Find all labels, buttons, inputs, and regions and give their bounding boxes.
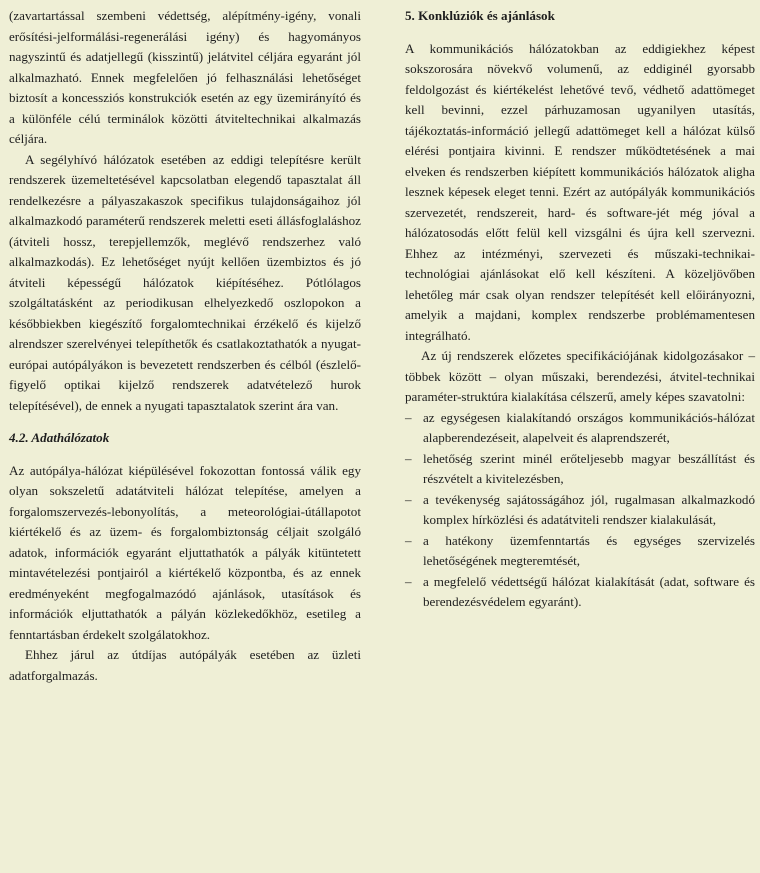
bullet-dash: – (405, 409, 412, 425)
list-item (405, 572, 755, 613)
left-column (9, 6, 361, 686)
bullet-dash: – (405, 491, 412, 507)
left-paragraph-3: Az autópálya-hálózat kiépülésével fokozottan fontossá válik egy olyan sokszeletű adatátviteli hálózat telepítése, amelyen a forgalomszervezés-lebonyolítás, a meteorológiai-útállapotot kiértékelő és az üzem- és forgalombiztonság céljait szolgáló adatok, információk egyaránt eljuttathatók a pályák kitüntetett mintavételezési pontjairól a kiértékelő központba, és az ennek eredményeként megfogalmazódó ajánlások, utasítások és információk eljuttathatók a pályán közlekedőkhöz, esetileg a fenntartásban érdekelt szolgálatokhoz. (9, 462, 361, 642)
bullet-dash: – (405, 532, 412, 548)
right-column (405, 6, 755, 613)
list-item-text: a megfelelő védettségű hálózat kialakítását (adat, software és berendezésvédelem egyaránt). (423, 573, 755, 609)
list-item (405, 408, 755, 449)
list-item-text: az egységesen kialakítandó országos kommunikációs-hálózat alapberendezéseit, alapelveit és alaprendszerét, (423, 409, 755, 445)
list-item-text: a tevékenység sajátosságához jól, rugalmasan alkalmazkodó komplex hírközlési és adatátviteli rendszer kialakulását, (423, 491, 755, 527)
list-item (405, 531, 755, 572)
list-item-text: a hatékony üzemfenntartás és egységes szervizelés lehetőségének megteremtését, (423, 532, 755, 568)
list-item-text: lehetőség szerint minél erőteljesebb magyar beszállítást és részvételt a kivitelezésben, (423, 450, 755, 486)
left-paragraph-4: Ehhez járul az útdíjas autópályák esetében az üzleti adatforgalmazás. (9, 647, 361, 683)
right-paragraph-1: A kommunikációs hálózatokban az eddigiekhez képest sokszorosára növekvő volumenű, az eddiginél gyorsabb feldolgozást és kiértékelést lehetővé tevő, védhető adattömeget kell bevinni, ezzel párhuzamosan ugyanilyen utasítás, tájékoztatás-információ jellegű adattömeget kell a hálózat külső elérési pontjaira kivinni. E rendszer működtetésének a mai elveken és rendszerben kiépített kommunikációs hálózatok aligha lesznek képesek eleget tenni. Ezért az autópályák kommunikációs szervezetét, rendszereit, hard- és software-jét még jóval a hálózatosodás előtt felül kell vizsgálni és újra kell szervezni. Ehhez az intézményi, szervezeti és műszaki-technikai-technológiai ajánlásokat elő kell készíteni. A közeljövőben lehetőleg már csak olyan rendszer telepítését kell előirányozni, amelyik a majdani, komplex rendszerbe problémamentesen integrálható. (405, 40, 755, 343)
recommendation-list (405, 408, 755, 613)
bullet-dash: – (405, 573, 412, 589)
bullet-dash: – (405, 450, 412, 466)
left-paragraph-2: A segélyhívó hálózatok esetében az eddigi telepítésre került rendszerek üzemeltetésével kapcsolatban elegendő tapasztalat áll rendelkezésre a pályaszakaszok specifikus tulajdonságaihoz jól alkalmazkodó paraméterű rendszerek meletti eseti állásfoglaláshoz (átviteli hossz, terepjellemzők, meglévő rendszerhez való alkalmazkodás). Ez lehetőséget nyújt kellően üzembiztos és jó átviteli képességű hálózatok kiépítéséhez. Pótlólagos szolgáltatásként az periodikusan elhelyezkedő oszlopokon a későbbiekben kiegészítő forgalomtechnikai érzékelő és kijelző alrendszer szerelvényei telepíthetők és csatlakoztathatók a nyugat-európai autópályákon is bevezetett rendszerben és célból (észlelő-figyelő optikai kijelző rendszerek adatvételező hurok telepítésével), de ennek a nyugati tapasztalatok szerint ára van. (9, 151, 361, 413)
list-item (405, 449, 755, 490)
section-heading-5: 5. Konklúziók és ajánlások (405, 8, 555, 23)
list-item (405, 490, 755, 531)
left-paragraph-1: (zavartartással szembeni védettség, alépítmény-igény, vonali erősítési-jelformálási-regenerálási igény) és hagyományos nagyszintű és adatjellegű (kisszintű) jelátvitel céljára egyaránt jól alkalmazható. Ennek megfelelően jó felhasználási lehetőséget biztosít a koncessziós konstrukciók esetén az egy üzemirányító és a különféle célú terminálok közötti átviteltechnikai alkalmazás céljára. (9, 8, 361, 146)
right-paragraph-2: Az új rendszerek előzetes specifikációjának kidolgozásakor – többek között – olyan műszaki, berendezési, átvitel-technikai paraméter-struktúra kialakítása célszerű, amely képes szavatolni: (405, 348, 755, 404)
section-heading-4-2: 4.2. Adathálózatok (9, 430, 110, 445)
